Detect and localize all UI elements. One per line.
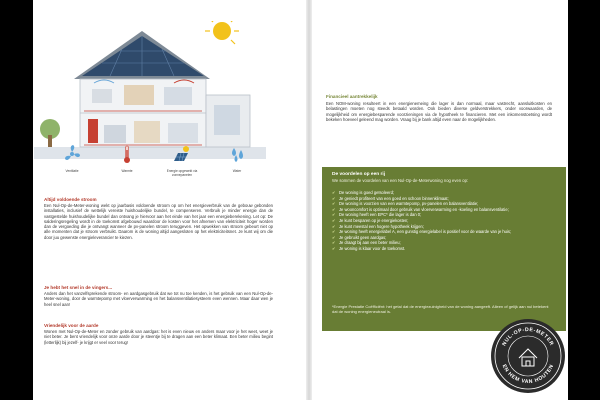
icon-label: Warmte [121,169,133,173]
check-icon: ✔ [332,234,336,240]
book-spine [306,0,312,400]
list-item: ✔ Je woning heeft energielabel A, een gunstig energielabel is positief voor de waarde van je huis; [332,229,512,235]
list-item: ✔ Je wooncomfort is optimaal door gebruik van vloerverwarming en -koeling en balansventilatie; [332,206,509,212]
check-icon: ✔ [332,217,336,223]
water-drops-icon [227,144,247,164]
right-dark-border [567,0,600,400]
check-icon: ✔ [332,229,336,235]
list-item: ✔ Je kunt meestal een hogere hypotheek krijgen; [332,223,424,229]
icon-label: Ventilatie [65,169,79,173]
check-icon: ✔ [332,201,336,207]
ventilation-icon [62,144,82,164]
section-title-stroom: Altijd voldoende stroom [44,197,97,202]
icon-label: Energie opgewekt via zonnepanelen [166,169,198,177]
check-icon: ✔ [332,223,336,229]
feature-icons-row [50,144,262,186]
check-icon: ✔ [332,240,336,246]
seal-bottom-text: EN HEM VAN HOUTEN [500,363,556,386]
list-item: ✔ De woning is goed geïsoleerd; [332,190,395,195]
list-item: ✔ Je geniedt profiteert van een goed en schoon binnenklimaat; [332,195,449,201]
list-item: ✔ Je woning is klaar voor de toekomst. [332,245,406,251]
solar-panel-icon [172,144,192,164]
icon-label: Water [232,169,242,173]
icon-cell-solar [160,144,204,178]
list-item: ✔ De woning heeft een EPC* die lager is dan 0; [332,212,422,218]
check-icon: ✔ [332,195,336,201]
thermometer-icon [117,144,137,164]
seal-top-text: NUL-OP-DE-METER [501,326,555,348]
icon-cell-ventilation [50,144,94,174]
section-text-financieel: Een NOM-woning resulteert in een energienemeing die lager is dan normaal, maar vastrecht, aansluitkosten en belastingen moeten nog steeds betaald worden. Ook bieden diverse geldverstrekkers, onder voorwaarden, de mogelijkheid om energiebesparende voorzieningen via de hypotheek te financieren. Met een inkomenstoetsing wordt bekeken hoeveel geleend mag worden. Vraag bij je bank altijd even naar de mogelijkheden. [326,101,552,122]
list-item: ✔ Je gebruikt geen aardgas; [332,234,387,240]
house-illustration [34,21,266,159]
sun-icon [213,22,231,40]
heat-pump-unit [88,119,98,143]
section-text-aarde: Wonen met Nul-Op-de-Meter en zonder gebruik van aardgas: het is even nieuw en anders maar voor je het weet, weet je niet beter. Je bent vriendelijk voor onze aarde door je steentje bij te dragen aan een beter klimaat. Een beter milieu begint (letterlijk) bij jezelf- je krijgt er veel voor terug! [44,329,273,345]
left-dark-border [0,0,33,400]
nul-op-de-meter-seal [490,318,566,394]
section-text-stroom: Een Nul-Op-de-Meter-woning wekt op jaarbasis voldoende stroom op om het energieverbruik van de gebouw gebonden installaties, inclusief de wettelijk vereiste huishoudelijke bundel, te compenseren. Verbruik je minder energie dan de vastgestelde huishoudelijke bundel dan ontvang je hiervoor aan het einde van het jaar een energieberekening. Let op: De salderingsregeling wordt in de toekomst afgebouwd waardoor de kosten voor het afnemen van elektriciteit hoger worden dan de vergoeding die je ontvangt wanneer de pv-panelen stroom teruggeven. Het opwekken van stroom gebeurt niet op alle momenten dat je stroom verbruikt. Daarom is de woning altijd aangesloten op het elektriciteitsnet. Je kunt wij om die door juu gewenste energieleverancier te kiezen. [44,203,273,240]
icon-cell-heat [105,144,149,174]
check-icon: ✔ [332,190,336,195]
check-icon: ✔ [332,212,336,218]
list-item: ✔ De woning is voorzien van een warmtepomp, pv-panelen en balansventilatie; [332,201,479,207]
benefits-list [332,190,558,252]
benefits-intro: We sommen de voordelen van een Nul-Op-de-Meterwoning nog even op: [332,178,469,183]
section-title-aarde: Vriendelijk voor de aarde [44,323,99,328]
check-icon: ✔ [332,245,336,251]
section-title-wennen: Je hebt het snel in de vingers... [44,285,113,290]
list-item: ✔ Je kunt besparen op je energiekosten; [332,217,409,223]
section-text-wennen: Anders dan het vanzelfsprekende stroom- en aardgasgebruik dat we tot nu toe kenden, is het gebruik van een Nul-Op-de-Meter-woning, door de warmtepomp met vloerverwarming en het balansventilatiesysteem even wennen. Maar daar wen je heel snel aan! [44,291,273,307]
list-item: ✔ Je draagt bij aan een beter milieu; [332,240,401,246]
icon-cell-water [215,144,259,174]
benefits-title: De voordelen op een rij [332,172,386,177]
check-icon: ✔ [332,206,336,212]
section-title-financieel: Financieel aantrekkelijk [326,94,378,99]
benefits-footnote: *Energie Prestatie Coëfficiënt: het getal dat de energiezuinigheid van de woning aangeeft. Alleen of gelijk aan nul betekent dat de woning energieneutraal is. [332,304,549,314]
benefits-box [322,167,566,331]
